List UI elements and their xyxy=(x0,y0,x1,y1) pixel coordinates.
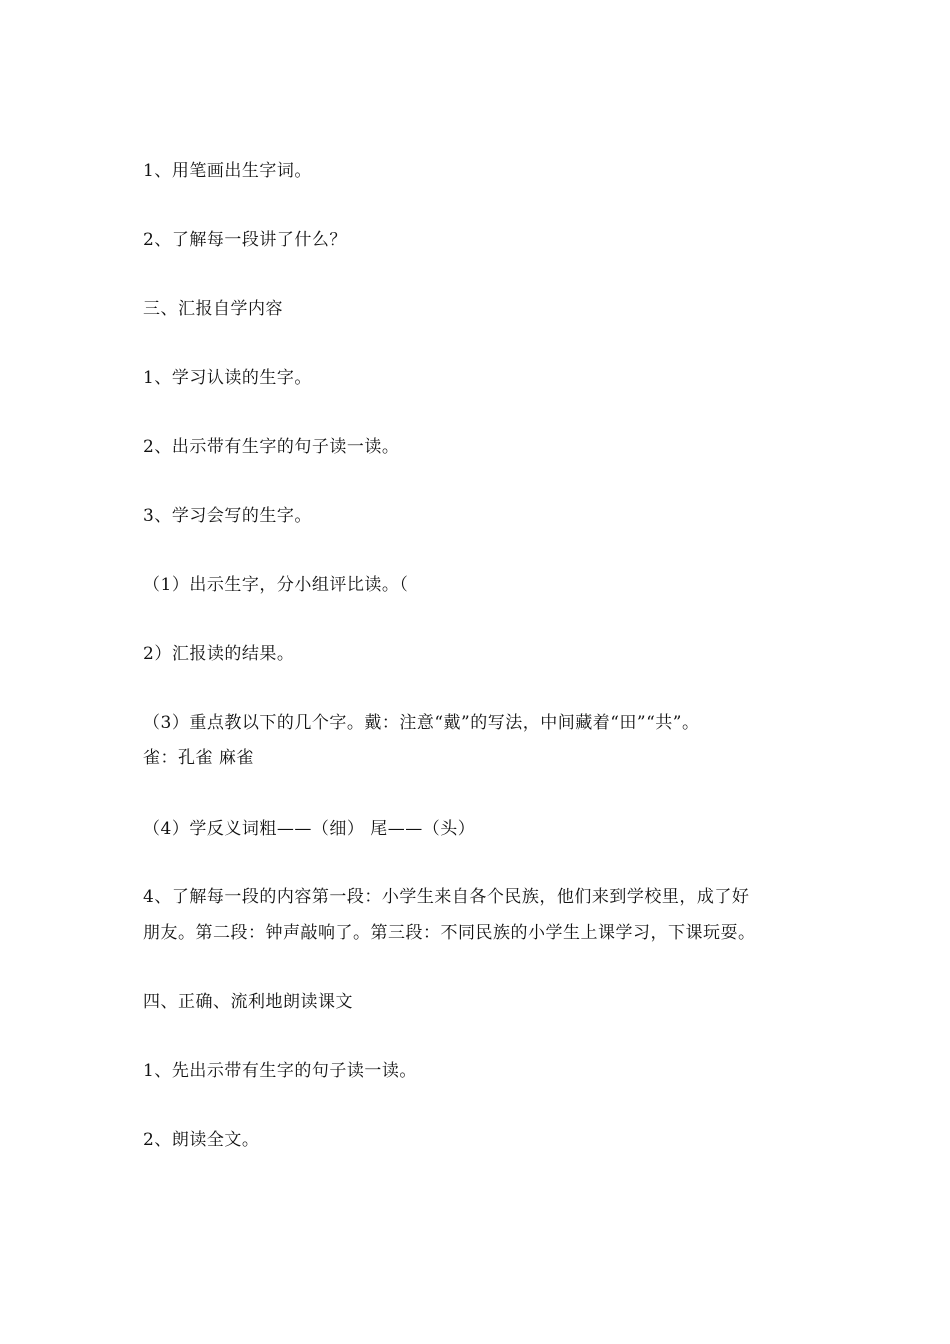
text-line: （4）学反义词粗——（细） 尾——（头） xyxy=(143,819,476,839)
text-line: 2）汇报读的结果。 xyxy=(143,644,295,664)
text-line: 1、学习认读的生字。 xyxy=(143,368,312,388)
text-line: 2、出示带有生字的句子读一读。 xyxy=(143,437,400,457)
text-line: 雀：孔雀 麻雀 xyxy=(143,748,254,768)
text-line: 1、先出示带有生字的句子读一读。 xyxy=(143,1061,417,1081)
text-line: 3、学习会写的生字。 xyxy=(143,506,312,526)
text-line: 1、用笔画出生字词。 xyxy=(143,161,312,181)
text-line: 朋友。第二段：钟声敲响了。第三段：不同民族的小学生上课学习，下课玩耍。 xyxy=(143,923,756,943)
text-line: 2、朗读全文。 xyxy=(143,1130,260,1150)
text-line: （1）出示生字，分小组评比读。（ xyxy=(143,575,409,595)
section-heading: 四、正确、流利地朗读课文 xyxy=(143,992,353,1012)
text-line: 4、了解每一段的内容第一段：小学生来自各个民族，他们来到学校里，成了好 xyxy=(143,887,750,907)
text-line: （3）重点教以下的几个字。戴：注意“戴”的写法，中间藏着“田”“共”。 xyxy=(143,713,700,733)
text-line: 2、了解每一段讲了什么？ xyxy=(143,230,347,250)
section-heading: 三、汇报自学内容 xyxy=(143,299,283,319)
